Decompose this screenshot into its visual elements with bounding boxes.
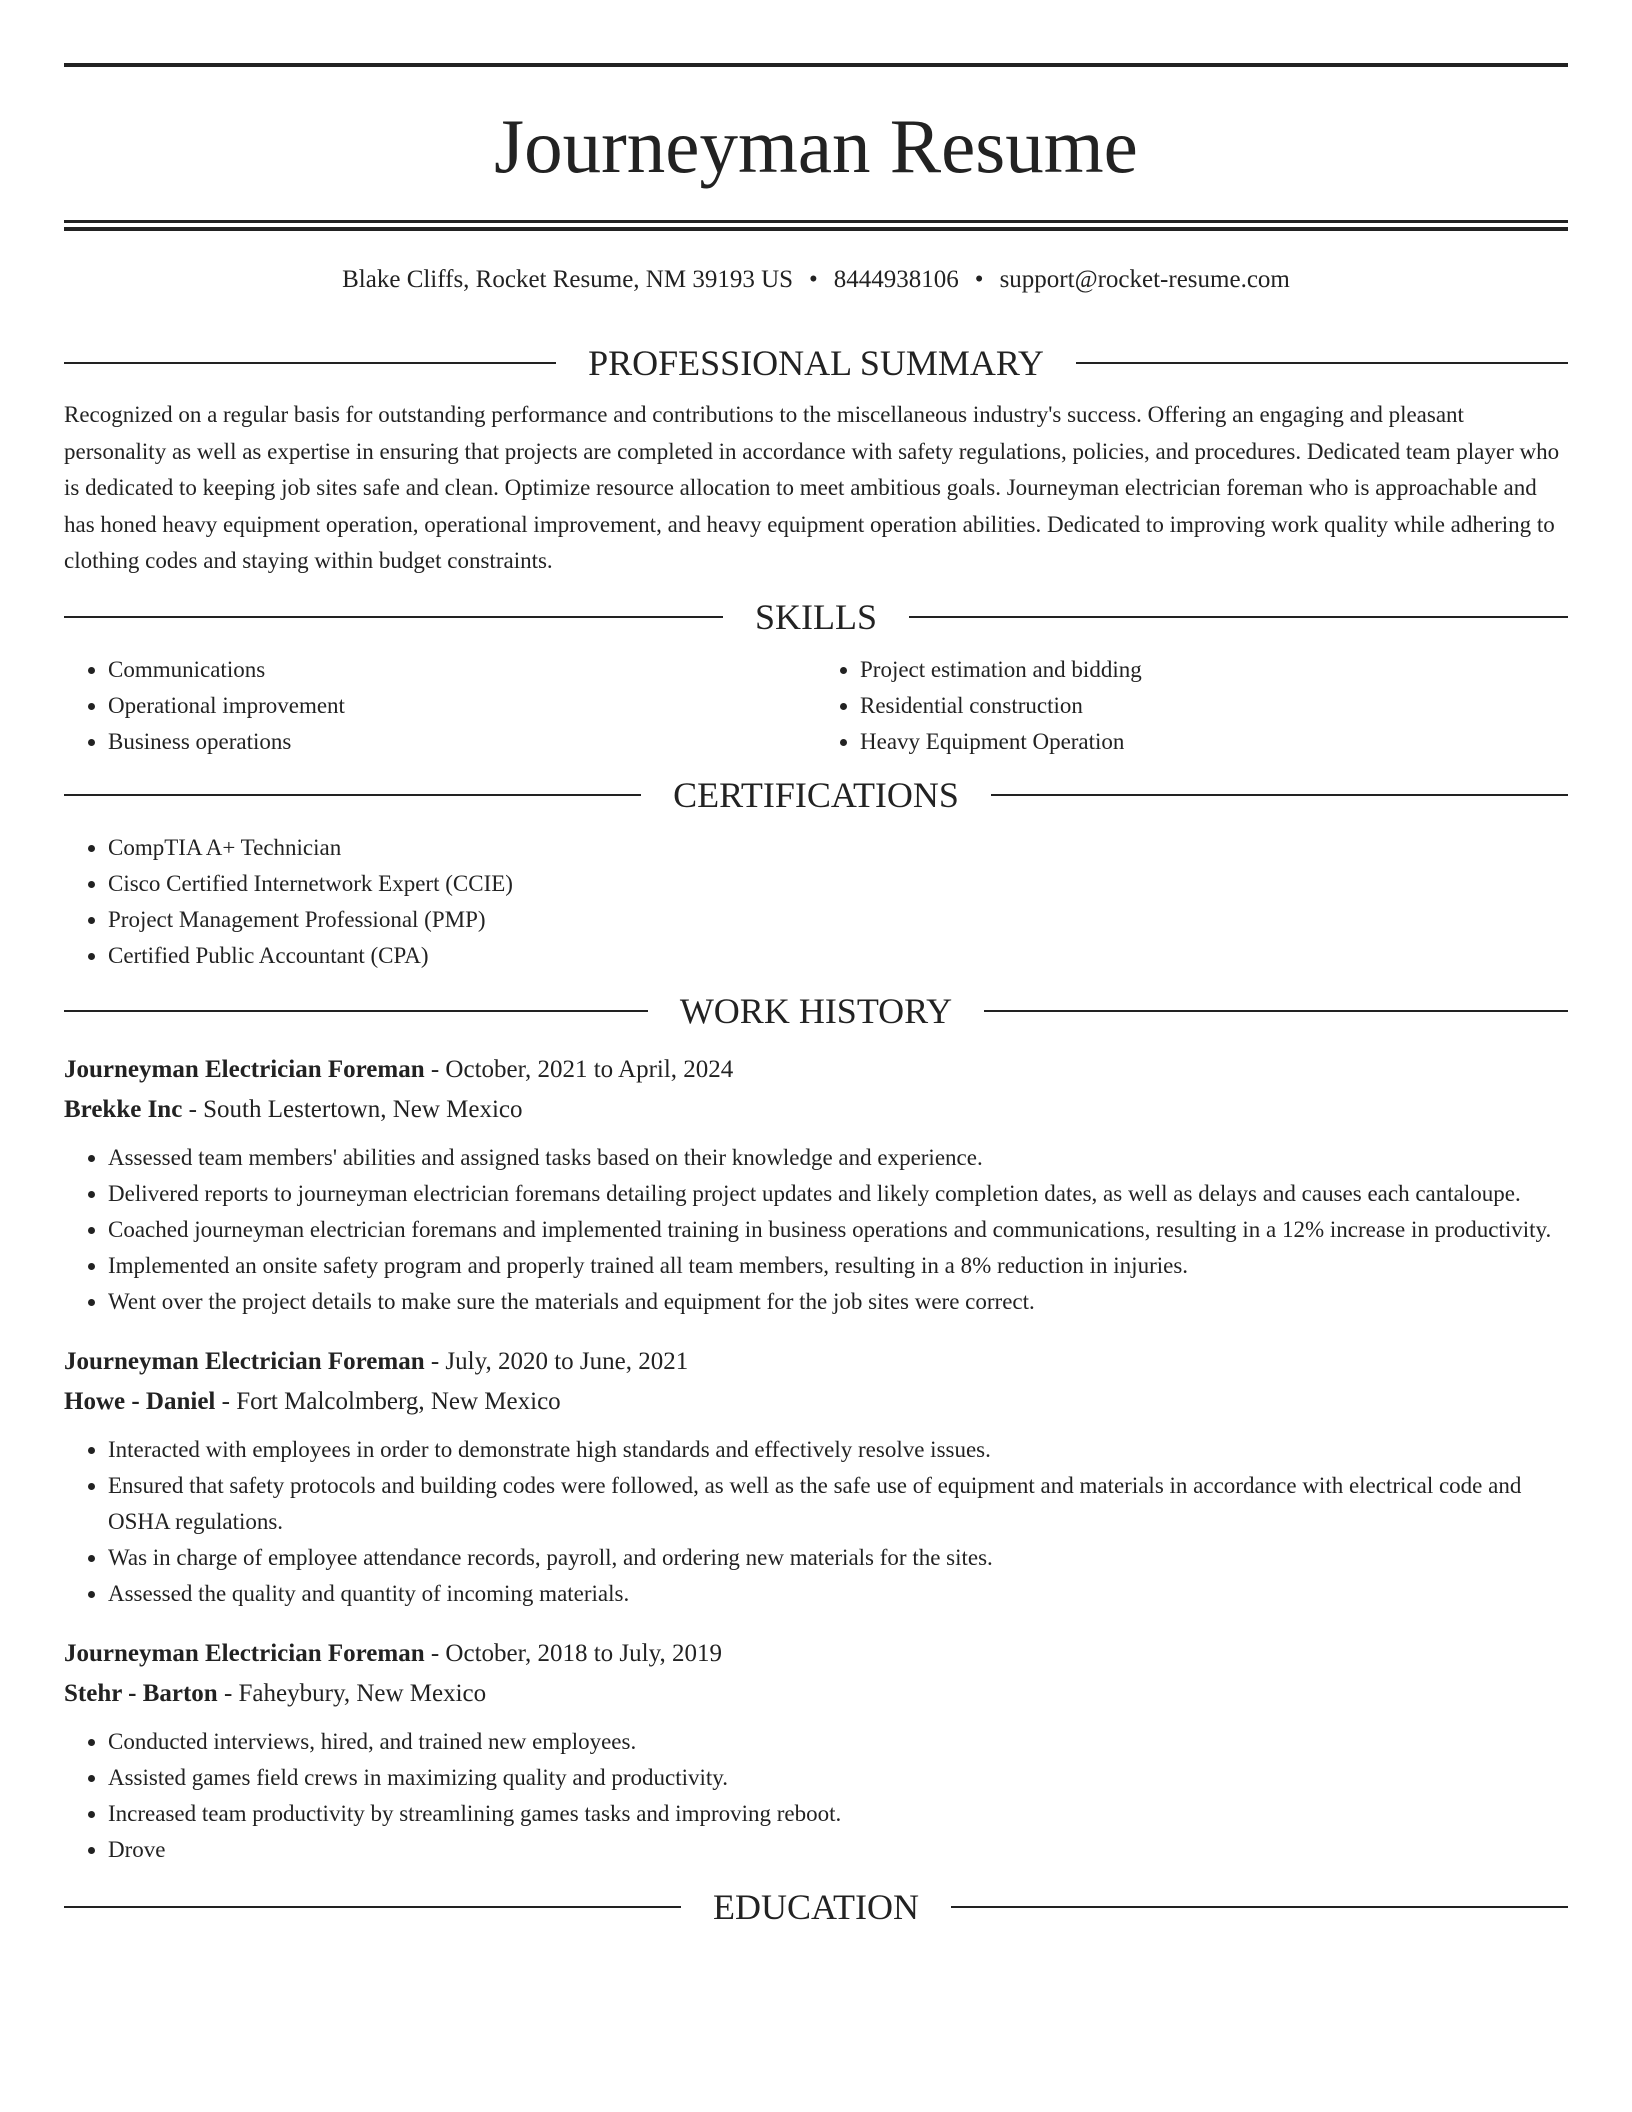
contact-line — [64, 265, 1568, 295]
job-location: - South Lestertown, New Mexico — [182, 1095, 523, 1123]
job-bullet: • Assessed team members' abilities and assigned tasks based on their knowledge and experience. — [108, 1140, 1568, 1176]
job-bullet: • Increased team productivity by streamlining games tasks and improving reboot. — [108, 1796, 1568, 1832]
skill-item: • Communications — [108, 652, 816, 688]
certification-item: • CompTIA A+ Technician — [108, 830, 1568, 866]
job-company: Howe - Daniel — [64, 1387, 216, 1415]
skills-column-left — [64, 652, 816, 760]
job-bullet: • Ensured that safety protocols and building codes were followed, as well as the safe use of equipment and materials in accordance with electrical code and OSHA regulations. — [108, 1468, 1568, 1540]
job-bullet: • Implemented an onsite safety program and properly trained all team members, resulting in a 8% reduction in injuries. — [108, 1248, 1568, 1284]
job-bullet: • Went over the project details to make sure the materials and equipment for the job sites were correct. — [108, 1284, 1568, 1320]
job-title: Journeyman Electrician Foreman — [64, 1347, 425, 1375]
section-heading-education — [64, 1884, 1568, 1930]
skill-item: • Residential construction — [860, 688, 1568, 724]
contact-separator: • — [809, 266, 818, 293]
certifications-list — [64, 830, 1568, 974]
skill-item: • Operational improvement — [108, 688, 816, 724]
section-title: CERTIFICATIONS — [673, 774, 959, 815]
job-location: - Fort Malcolmberg, New Mexico — [215, 1387, 561, 1415]
job-bullets — [64, 1140, 1568, 1320]
certification-item: • Certified Public Accountant (CPA) — [108, 938, 1568, 974]
job-company-line — [64, 1382, 1568, 1422]
summary-text: Recognized on a regular basis for outstanding performance and contributions to the miscellaneous industry's success. Offering an engaging and pleasant personality as well as expertise in ensuring that projects are completed in accordance with safety regulations, policies, and procedures. Dedicated team player who is dedicated to keeping job sites safe and clean. Optimize resource allocation to meet ambitious goals. Journeyman electrician foreman who is approachable and has honed heavy equipment operation, operational improvement, and heavy equipment operation abilities. Dedicated to improving work quality while adhering to clothing codes and staying within budget constraints. — [64, 402, 1560, 573]
section-heading-work-history — [64, 988, 1568, 1034]
certification-item: • Project Management Professional (PMP) — [108, 902, 1568, 938]
job-bullet: • Interacted with employees in order to demonstrate high standards and effectively resolve issues. — [108, 1432, 1568, 1468]
contact-email: support@rocket-resume.com — [999, 266, 1290, 293]
heading-rule — [984, 1010, 1568, 1012]
heading-rule — [991, 794, 1568, 796]
resume-title: Journeyman Resume — [494, 103, 1138, 189]
job-title-line — [64, 1634, 1568, 1674]
top-rule — [64, 63, 1568, 67]
section-title: EDUCATION — [713, 1886, 919, 1927]
heading-rule — [951, 1906, 1568, 1908]
job-title: Journeyman Electrician Foreman — [64, 1639, 425, 1667]
job-bullet: • Assessed the quality and quantity of incoming materials. — [108, 1576, 1568, 1612]
job-dates: - July, 2020 to June, 2021 — [424, 1347, 689, 1375]
title-double-rule — [64, 220, 1568, 231]
job-title-line — [64, 1342, 1568, 1382]
job-bullet: • Was in charge of employee attendance records, payroll, and ordering new materials for the sites. — [108, 1540, 1568, 1576]
job-bullet: • Conducted interviews, hired, and trained new employees. — [108, 1724, 1568, 1760]
skills-column-right — [816, 652, 1568, 760]
section-title: PROFESSIONAL SUMMARY — [588, 343, 1044, 383]
heading-rule — [64, 1010, 648, 1012]
job-company: Stehr - Barton — [64, 1679, 218, 1707]
job-entry — [64, 1050, 1568, 1320]
skills-list — [64, 652, 1568, 760]
heading-rule — [64, 616, 723, 618]
job-bullets — [64, 1432, 1568, 1612]
section-title: SKILLS — [755, 596, 878, 637]
job-company-line — [64, 1090, 1568, 1130]
job-bullet: • Coached journeyman electrician foremans and implemented training in business operations and communications, resulting in a 12% increase in productivity. — [108, 1212, 1568, 1248]
job-bullet: • Delivered reports to journeyman electrician foremans detailing project updates and likely completion dates, as well as delays and causes each cantaloupe. — [108, 1176, 1568, 1212]
job-dates: - October, 2018 to July, 2019 — [424, 1639, 722, 1667]
heading-rule — [64, 1906, 681, 1908]
heading-rule — [64, 794, 641, 796]
skill-item: • Project estimation and bidding — [860, 652, 1568, 688]
section-heading-summary — [64, 340, 1568, 386]
job-title: Journeyman Electrician Foreman — [64, 1055, 425, 1083]
contact-separator: • — [974, 266, 984, 293]
contact-address: Blake Cliffs, Rocket Resume, NM 39193 US — [342, 266, 794, 293]
certification-item: • Cisco Certified Internetwork Expert (CCIE) — [108, 866, 1568, 902]
job-location: - Faheybury, New Mexico — [217, 1679, 487, 1707]
job-entry — [64, 1634, 1568, 1868]
heading-rule — [1076, 362, 1568, 364]
section-title: WORK HISTORY — [679, 990, 953, 1031]
job-company: Brekke Inc — [64, 1095, 183, 1123]
section-heading-skills — [64, 594, 1568, 640]
section-heading-certifications — [64, 772, 1568, 818]
heading-rule — [909, 616, 1568, 618]
skill-item: • Business operations — [108, 724, 816, 760]
job-company-line — [64, 1674, 1568, 1714]
job-dates: - October, 2021 to April, 2024 — [424, 1055, 734, 1083]
contact-phone: 8444938106 — [833, 266, 959, 293]
job-bullets — [64, 1724, 1568, 1868]
job-bullet: • Drove — [108, 1832, 1568, 1868]
skill-item: • Heavy Equipment Operation — [860, 724, 1568, 760]
job-title-line — [64, 1050, 1568, 1090]
work-history-list — [64, 1050, 1568, 1868]
heading-rule — [64, 362, 556, 364]
job-bullet: • Assisted games field crews in maximizing quality and productivity. — [108, 1760, 1568, 1796]
job-entry — [64, 1342, 1568, 1612]
